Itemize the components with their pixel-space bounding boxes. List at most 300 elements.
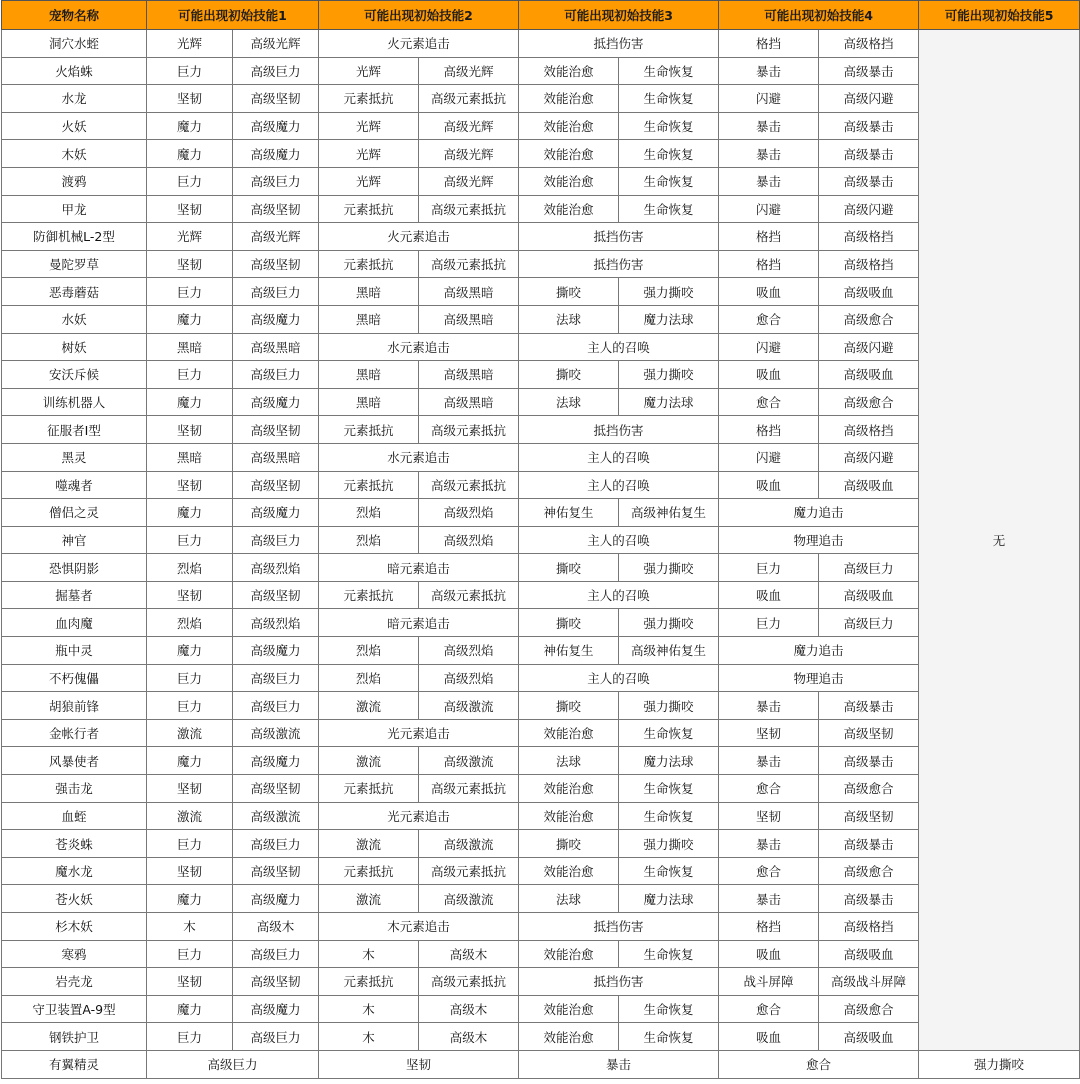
skill4-cell: 格挡 [719,30,819,58]
skill3-cell: 效能治愈 [519,112,619,140]
skill2-cell: 木 [319,940,419,968]
skill1-cell: 魔力 [147,637,233,665]
skill3-cell: 效能治愈 [519,195,619,223]
skill4-cell: 高级格挡 [819,30,919,58]
skill4-cell: 高级吸血 [819,581,919,609]
skill1-cell: 高级黑暗 [233,333,319,361]
skill2-merged-cell: 火元素追击 [319,30,519,58]
skill3-cell: 生命恢复 [619,140,719,168]
skill3-cell: 生命恢复 [619,775,719,803]
skill1-cell: 坚韧 [147,775,233,803]
table-row [2,940,1080,968]
skill1-cell: 高级魔力 [233,140,319,168]
skill4-cell: 暴击 [719,885,819,913]
skill2-cell: 高级黑暗 [419,278,519,306]
skill1-cell: 坚韧 [147,471,233,499]
skill3-cell: 魔力法球 [619,305,719,333]
skill3-cell: 高级神佑复生 [619,637,719,665]
skill1-cell: 高级坚韧 [233,775,319,803]
skill4-cell: 高级吸血 [819,278,919,306]
skill1-cell: 烈焰 [147,609,233,637]
table-row [2,913,1080,941]
skill1-cell: 高级坚韧 [233,85,319,113]
skill2-cell: 光辉 [319,112,419,140]
skill1-cell: 高级坚韧 [233,857,319,885]
table-row [2,443,1080,471]
pet-name-cell: 噬魂者 [2,471,147,499]
skill1-cell: 高级坚韧 [233,195,319,223]
pet-name-cell: 火焰蛛 [2,57,147,85]
skill2-cell: 高级木 [419,940,519,968]
skill3-cell: 高级神佑复生 [619,499,719,527]
skill1-cell: 魔力 [147,747,233,775]
skill4-cell: 高级吸血 [819,471,919,499]
skill3-cell: 生命恢复 [619,1023,719,1051]
table-row [2,775,1080,803]
skill3-cell: 强力撕咬 [619,278,719,306]
skill2-merged-cell: 木元素追击 [319,913,519,941]
table-row [2,995,1080,1023]
skill4-cell: 高级闪避 [819,333,919,361]
skill4-cell: 闪避 [719,333,819,361]
skill2-cell: 高级元素抵抗 [419,968,519,996]
skill3-cell: 强力撕咬 [619,609,719,637]
skill3-cell: 法球 [519,885,619,913]
skill4-cell: 高级暴击 [819,57,919,85]
skill1-cell: 光辉 [147,223,233,251]
table-row [2,250,1080,278]
table-row [2,278,1080,306]
skill1-cell: 光辉 [147,30,233,58]
skill2-cell: 高级元素抵抗 [419,857,519,885]
skill3-cell: 生命恢复 [619,167,719,195]
skill2-cell: 元素抵抗 [319,968,419,996]
pet-name-cell: 强击龙 [2,775,147,803]
skill2-cell: 黑暗 [319,278,419,306]
skill3-merged-cell: 抵挡伤害 [519,250,719,278]
skill2-cell: 光辉 [319,167,419,195]
skill4-merged-cell: 魔力追击 [719,637,919,665]
skill4-merged-cell: 物理追击 [719,526,919,554]
skill1-cell: 魔力 [147,499,233,527]
table-row [2,388,1080,416]
table-row-last [2,1050,1080,1078]
skill4-cell: 高级闪避 [819,443,919,471]
skill3-merged-cell: 抵挡伤害 [519,913,719,941]
header-skill-5: 可能出现初始技能5 [919,1,1080,30]
skill1-cell: 魔力 [147,388,233,416]
pet-name-cell: 苍炎蛛 [2,830,147,858]
skill1-cell: 高级魔力 [233,885,319,913]
table-row [2,112,1080,140]
skill1-cell: 高级坚韧 [233,968,319,996]
table-row [2,85,1080,113]
skill4-cell: 高级巨力 [819,554,919,582]
skill5-none-cell: 无 [919,30,1080,1051]
skill2-cell: 高级元素抵抗 [419,775,519,803]
skill1-cell: 高级坚韧 [233,250,319,278]
skill3-cell: 效能治愈 [519,85,619,113]
table-body [2,30,1080,1079]
pet-name-cell: 渡鸦 [2,167,147,195]
skill1-cell: 高级魔力 [233,388,319,416]
table-row [2,499,1080,527]
table-row [2,664,1080,692]
skill2-merged-cell: 水元素追击 [319,333,519,361]
skill1-cell: 激流 [147,802,233,830]
table-row [2,361,1080,389]
skill4-cell: 高级格挡 [819,250,919,278]
skill4-cell: 愈合 [719,305,819,333]
skill2-cell: 高级激流 [419,692,519,720]
skill3-cell: 强力撕咬 [619,554,719,582]
skill1-cell: 高级巨力 [233,940,319,968]
table-row [2,333,1080,361]
skill4-cell: 愈合 [719,857,819,885]
pet-name-cell: 岩壳龙 [2,968,147,996]
table-row [2,554,1080,582]
skill1-cell: 高级魔力 [233,995,319,1023]
skill4-cell: 暴击 [719,57,819,85]
skill4-merged-cell: 物理追击 [719,664,919,692]
skill3-cell: 生命恢复 [619,195,719,223]
skill3-cell: 效能治愈 [519,1023,619,1051]
skill4-cell: 高级战斗屏障 [819,968,919,996]
skill3-cell: 强力撕咬 [619,830,719,858]
skill4-cell: 巨力 [719,554,819,582]
skill4-merged-cell: 魔力追击 [719,499,919,527]
skill3-cell: 效能治愈 [519,995,619,1023]
skill2-cell: 元素抵抗 [319,581,419,609]
skill2-merged-cell: 坚韧 [319,1050,519,1078]
skill2-cell: 高级光辉 [419,167,519,195]
pet-name-cell: 神官 [2,526,147,554]
skill2-cell: 木 [319,1023,419,1051]
skill1-cell: 坚韧 [147,195,233,223]
skill4-cell: 高级愈合 [819,857,919,885]
skill1-cell: 坚韧 [147,250,233,278]
skill1-cell: 巨力 [147,1023,233,1051]
skill4-cell: 坚韧 [719,719,819,747]
table-row [2,223,1080,251]
skill2-cell: 高级光辉 [419,112,519,140]
skill1-cell: 坚韧 [147,581,233,609]
skill2-cell: 高级激流 [419,747,519,775]
skill1-cell: 坚韧 [147,968,233,996]
pet-name-cell: 曼陀罗草 [2,250,147,278]
pet-name-cell: 掘墓者 [2,581,147,609]
skill3-cell: 撕咬 [519,554,619,582]
skill1-cell: 魔力 [147,305,233,333]
skill1-cell: 坚韧 [147,416,233,444]
skill3-cell: 撕咬 [519,361,619,389]
table-row [2,195,1080,223]
skill4-cell: 高级愈合 [819,775,919,803]
pet-name-cell: 风暴使者 [2,747,147,775]
table-row [2,30,1080,58]
skill4-cell: 吸血 [719,471,819,499]
skill2-merged-cell: 光元素追击 [319,719,519,747]
skill2-merged-cell: 暗元素追击 [319,554,519,582]
skill1-merged-cell: 高级巨力 [147,1050,319,1078]
skill1-cell: 烈焰 [147,554,233,582]
skill4-cell: 吸血 [719,581,819,609]
skill1-cell: 高级巨力 [233,692,319,720]
skill4-cell: 格挡 [719,250,819,278]
skill3-cell: 神佑复生 [519,499,619,527]
skill2-cell: 黑暗 [319,361,419,389]
pet-name-cell: 火妖 [2,112,147,140]
skill2-cell: 黑暗 [319,388,419,416]
skill4-cell: 愈合 [719,775,819,803]
skill4-cell: 格挡 [719,416,819,444]
pet-name-cell: 胡狼前锋 [2,692,147,720]
skill2-cell: 高级激流 [419,830,519,858]
skill2-cell: 元素抵抗 [319,195,419,223]
skill3-cell: 法球 [519,747,619,775]
skill1-cell: 高级光辉 [233,223,319,251]
skill2-cell: 高级元素抵抗 [419,195,519,223]
skill2-cell: 激流 [319,747,419,775]
header-row [2,1,1080,30]
skill1-cell: 高级激流 [233,719,319,747]
skill2-cell: 黑暗 [319,305,419,333]
skill4-merged-cell: 愈合 [719,1050,919,1078]
skill4-cell: 吸血 [719,361,819,389]
skill2-cell: 光辉 [319,57,419,85]
skill3-cell: 神佑复生 [519,637,619,665]
skill2-cell: 元素抵抗 [319,471,419,499]
skill1-cell: 高级坚韧 [233,581,319,609]
skill2-cell: 高级光辉 [419,57,519,85]
pet-name-cell: 魔水龙 [2,857,147,885]
skill4-cell: 吸血 [719,1023,819,1051]
skill1-cell: 巨力 [147,57,233,85]
skill2-cell: 高级烈焰 [419,637,519,665]
skill2-cell: 高级木 [419,1023,519,1051]
skill3-cell: 生命恢复 [619,112,719,140]
skill2-cell: 元素抵抗 [319,416,419,444]
skill1-cell: 魔力 [147,995,233,1023]
skill3-cell: 效能治愈 [519,140,619,168]
skill4-cell: 高级愈合 [819,388,919,416]
skill1-cell: 激流 [147,719,233,747]
skill2-cell: 烈焰 [319,526,419,554]
table-row [2,802,1080,830]
pet-name-cell: 血蛭 [2,802,147,830]
table-row [2,1023,1080,1051]
table-row [2,719,1080,747]
skill3-cell: 魔力法球 [619,388,719,416]
skill2-cell: 高级光辉 [419,140,519,168]
table-row [2,416,1080,444]
skill1-cell: 高级魔力 [233,112,319,140]
skill3-cell: 效能治愈 [519,719,619,747]
skill3-cell: 生命恢复 [619,940,719,968]
pet-name-cell: 征服者Ⅰ型 [2,416,147,444]
skill1-cell: 巨力 [147,940,233,968]
skill2-cell: 烈焰 [319,637,419,665]
skill2-cell: 高级木 [419,995,519,1023]
skill4-cell: 暴击 [719,692,819,720]
skill3-cell: 效能治愈 [519,775,619,803]
skill3-merged-cell: 抵挡伤害 [519,223,719,251]
skill4-cell: 高级坚韧 [819,802,919,830]
skill4-cell: 闪避 [719,195,819,223]
skill4-cell: 暴击 [719,747,819,775]
pet-name-cell: 恶毒蘑菇 [2,278,147,306]
table-row [2,140,1080,168]
table-row [2,968,1080,996]
skill3-merged-cell: 抵挡伤害 [519,416,719,444]
skill3-merged-cell: 暴击 [519,1050,719,1078]
skill1-cell: 高级魔力 [233,637,319,665]
pet-name-cell: 黑灵 [2,443,147,471]
skill2-cell: 高级烈焰 [419,664,519,692]
skill1-cell: 坚韧 [147,857,233,885]
skill4-cell: 吸血 [719,940,819,968]
table-row [2,167,1080,195]
skill3-merged-cell: 主人的召唤 [519,581,719,609]
header-skill-1: 可能出现初始技能1 [147,1,319,30]
pet-name-cell: 防御机械L-2型 [2,223,147,251]
table-row [2,609,1080,637]
skill5-cell: 强力撕咬 [919,1050,1080,1078]
pet-name-cell: 苍火妖 [2,885,147,913]
skill4-cell: 暴击 [719,167,819,195]
skill3-merged-cell: 主人的召唤 [519,471,719,499]
skill2-cell: 烈焰 [319,499,419,527]
skill1-cell: 高级巨力 [233,1023,319,1051]
skill2-merged-cell: 暗元素追击 [319,609,519,637]
skill3-cell: 强力撕咬 [619,361,719,389]
skill1-cell: 高级魔力 [233,747,319,775]
pet-name-cell: 僧侣之灵 [2,499,147,527]
skill4-cell: 高级闪避 [819,195,919,223]
skill2-merged-cell: 水元素追击 [319,443,519,471]
pet-name-cell: 木妖 [2,140,147,168]
skill4-cell: 高级坚韧 [819,719,919,747]
pet-name-cell: 洞穴水蛭 [2,30,147,58]
skill2-cell: 高级元素抵抗 [419,471,519,499]
skill1-cell: 高级巨力 [233,664,319,692]
skill4-cell: 高级暴击 [819,885,919,913]
skill2-cell: 元素抵抗 [319,775,419,803]
table-row [2,305,1080,333]
header-skill-3: 可能出现初始技能3 [519,1,719,30]
skill3-cell: 撕咬 [519,609,619,637]
skill1-cell: 魔力 [147,885,233,913]
skill4-cell: 格挡 [719,223,819,251]
skill4-cell: 高级闪避 [819,85,919,113]
skill4-cell: 高级暴击 [819,140,919,168]
skill4-cell: 闪避 [719,85,819,113]
skill4-cell: 坚韧 [719,802,819,830]
table-row [2,747,1080,775]
skill2-merged-cell: 光元素追击 [319,802,519,830]
skill1-cell: 高级巨力 [233,526,319,554]
table-row [2,830,1080,858]
skill3-cell: 生命恢复 [619,85,719,113]
skill3-cell: 生命恢复 [619,857,719,885]
skill2-cell: 木 [319,995,419,1023]
skill2-cell: 激流 [319,885,419,913]
table-row [2,57,1080,85]
skill2-cell: 激流 [319,830,419,858]
skill2-cell: 高级元素抵抗 [419,416,519,444]
skill1-cell: 高级坚韧 [233,416,319,444]
skill2-cell: 元素抵抗 [319,85,419,113]
skill4-cell: 吸血 [719,278,819,306]
skill1-cell: 魔力 [147,140,233,168]
pet-name-cell: 甲龙 [2,195,147,223]
skill2-merged-cell: 火元素追击 [319,223,519,251]
skill4-cell: 高级愈合 [819,305,919,333]
table-row [2,885,1080,913]
skill1-cell: 巨力 [147,278,233,306]
skill1-cell: 高级烈焰 [233,609,319,637]
skill4-cell: 高级格挡 [819,223,919,251]
skill1-cell: 魔力 [147,112,233,140]
skill3-merged-cell: 主人的召唤 [519,443,719,471]
skill2-cell: 高级黑暗 [419,361,519,389]
table-row [2,471,1080,499]
skill4-cell: 高级暴击 [819,167,919,195]
pet-name-cell: 有翼精灵 [2,1050,147,1078]
skill2-cell: 高级烈焰 [419,499,519,527]
skill4-cell: 高级格挡 [819,913,919,941]
skill3-cell: 撕咬 [519,278,619,306]
skill3-cell: 法球 [519,305,619,333]
table-row [2,857,1080,885]
pet-name-cell: 不朽傀儡 [2,664,147,692]
skill3-merged-cell: 主人的召唤 [519,664,719,692]
skill2-cell: 高级黑暗 [419,388,519,416]
pet-name-cell: 水龙 [2,85,147,113]
skill3-cell: 效能治愈 [519,57,619,85]
skill1-cell: 高级木 [233,913,319,941]
pet-name-cell: 安沃斥候 [2,361,147,389]
skill3-merged-cell: 抵挡伤害 [519,968,719,996]
header-skill-4: 可能出现初始技能4 [719,1,919,30]
skill2-cell: 高级激流 [419,885,519,913]
skill4-cell: 高级愈合 [819,995,919,1023]
skill4-cell: 巨力 [719,609,819,637]
pet-name-cell: 瓶中灵 [2,637,147,665]
skill1-cell: 高级烈焰 [233,554,319,582]
skill2-cell: 元素抵抗 [319,250,419,278]
skill4-cell: 高级格挡 [819,416,919,444]
pet-name-cell: 训练机器人 [2,388,147,416]
skill4-cell: 高级吸血 [819,940,919,968]
skill4-cell: 高级吸血 [819,361,919,389]
table-row [2,637,1080,665]
skill2-cell: 烈焰 [319,664,419,692]
skill3-cell: 强力撕咬 [619,692,719,720]
skill3-cell: 生命恢复 [619,719,719,747]
skill1-cell: 巨力 [147,526,233,554]
skill3-cell: 效能治愈 [519,857,619,885]
skill3-merged-cell: 抵挡伤害 [519,30,719,58]
pet-name-cell: 树妖 [2,333,147,361]
table-row [2,692,1080,720]
skill4-cell: 高级暴击 [819,692,919,720]
pet-name-cell: 血肉魔 [2,609,147,637]
table-row [2,526,1080,554]
skill1-cell: 木 [147,913,233,941]
skill4-cell: 愈合 [719,995,819,1023]
skill2-cell: 高级元素抵抗 [419,581,519,609]
